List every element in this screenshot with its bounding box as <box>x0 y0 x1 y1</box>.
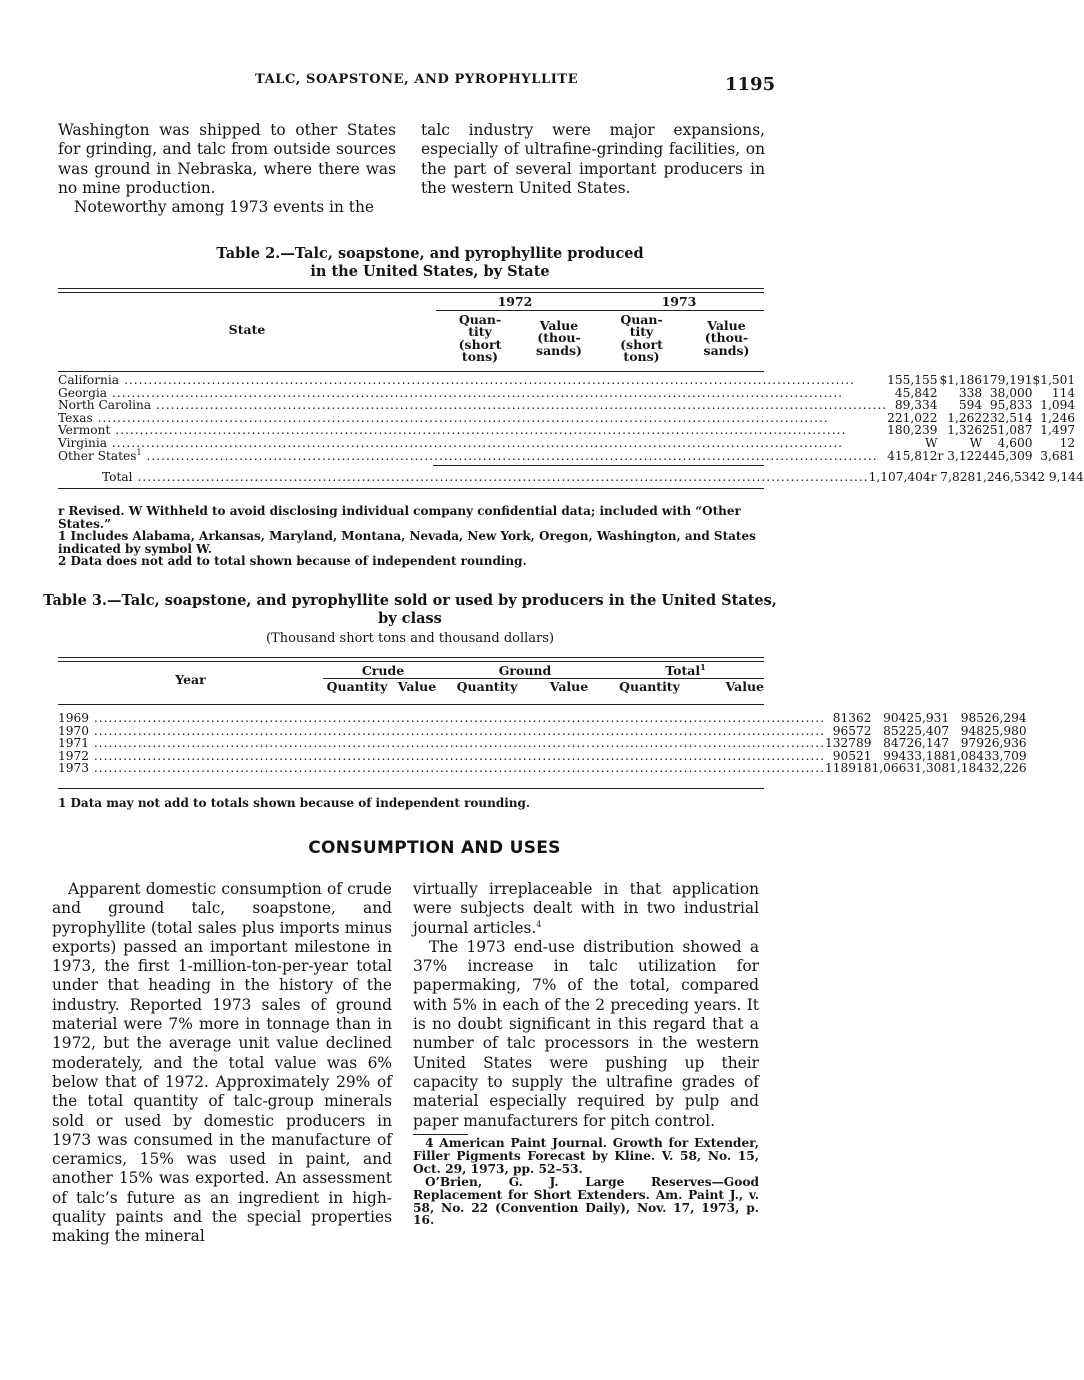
table2-cell: 1,094 <box>1040 398 1076 413</box>
table2-total <box>58 471 1084 484</box>
table2-top-rule <box>58 288 764 293</box>
table3-cell: 132 <box>825 736 849 751</box>
table3-cell: 904 <box>883 711 907 725</box>
table-row <box>58 450 1075 463</box>
table3-cell: 33,709 <box>983 748 1027 763</box>
intro-right-paragraph-1: talc industry were major expansions, especially of ultrafine-grinding facilities, on the part of several important producers in the western United States. <box>421 121 765 197</box>
table3-cell: 847 <box>883 736 907 751</box>
table3-cell: 81 <box>832 711 849 725</box>
table2-header <box>58 294 764 367</box>
table3-cell: 1,184 <box>949 761 984 776</box>
table2-cell: 12 <box>1059 435 1076 450</box>
table2-footnote-1: 1 Includes Alabama, Arkansas, Maryland, Montana, Nevada, New York, Oregon, Washington, and States indicated by symbol W. <box>58 529 756 556</box>
table2-state-label: North Carolina <box>58 398 152 413</box>
table2-header-quantity-1972: Quan-tity (short tons) <box>458 311 502 365</box>
table2-cell: 1,246 <box>1040 410 1076 425</box>
table3-cell: 31,308 <box>906 761 950 776</box>
table2-caption <box>120 245 740 281</box>
table2-cell: 221,022 <box>887 410 938 425</box>
table2-header-quantity-1973: Quan-tity (short tons) <box>620 311 663 365</box>
footnote-marker: 4 <box>536 919 542 929</box>
table2-cell: 338 <box>958 385 983 400</box>
table-row <box>58 712 1027 725</box>
table3-header-total: Total <box>665 663 701 678</box>
table3-cell: 33,188 <box>906 748 950 763</box>
table3-header-ground-quantity: Quantity <box>456 679 518 695</box>
table3-body <box>58 712 1027 775</box>
table2-state-label: Georgia <box>58 385 108 400</box>
consumption-left-paragraph-1: Apparent domestic consumption of crude and ground talc, soapstone, and pyrophyllite (total sales plus imports minus exports) passed an important milestone in 1973, the first 1-million-ton-per-year total under that heading in the history of the industry. Reported 1973 sales of ground material were 7% more in tonnage than in 1972, but the average unit value declined moderately, and the total value was 6% below that of 1972. Approximately 29% of the total quantity of talc-group minerals sold or used by domestic producers in 1973 was consumed in the manufacture of ceramics, 15% was used in paint, and another 15% was exported. An assessment of talc’s future as an ingredient in high-quality paints and the special properties making the mineral <box>52 880 392 1246</box>
table-row <box>58 374 1075 387</box>
table2-cell: 1,262 <box>947 410 983 425</box>
footnote-4a: 4 American Paint Journal. Growth for Extender, Filler Pigments Forecast by Kline. V. 58, No. 15, Oct. 29, 1973, pp. 52–53. <box>413 1136 759 1176</box>
table3-cell: 118 <box>825 761 849 776</box>
table2-cell: 251,087 <box>982 423 1033 438</box>
table3-header <box>58 661 764 696</box>
table2-cell: r 7,828 <box>930 470 976 484</box>
intro-left-column <box>58 121 396 217</box>
intro-right-column <box>421 121 765 198</box>
table2-footnote-2: 2 Data does not add to total shown because of independent rounding. <box>58 554 527 568</box>
table2-cell: $1,501 <box>1032 373 1076 387</box>
table2-cell: 1,246,534 <box>975 470 1038 484</box>
table3-cell: 90 <box>832 748 849 763</box>
table3-year-label: 1971 <box>58 736 90 751</box>
table2-cell: 232,514 <box>982 410 1033 425</box>
consumption-right-paragraph-1: virtually irreplaceable in that application were subjects dealt with in two industrial journal articles. <box>413 880 759 937</box>
table2-bottom-rule <box>58 488 764 489</box>
table2-cell: r 3,122 <box>937 448 983 463</box>
table3-subtitle: (Thousand short tons and thousand dollars) <box>265 631 555 646</box>
table3-cell: 985 <box>960 711 984 725</box>
table3-header-crude: Crude <box>323 665 443 678</box>
table2-header-value-1973: Value (thou-sands) <box>703 317 750 359</box>
table2-cell: 1,326 <box>947 423 983 438</box>
table2-cell: 445,309 <box>982 448 1033 463</box>
table2-cell: 45,842 <box>894 385 938 400</box>
table2-cell: $1,186 <box>939 373 983 387</box>
intro-left-paragraph-1: Washington was shipped to other States for grinding, and talc from outside sources was ground in Nebraska, where there was no mine production. <box>58 121 396 197</box>
consumption-right-column <box>413 880 759 1131</box>
table2-header-value-1972: Value (thou-sands) <box>536 317 582 359</box>
table2-header-rule <box>58 371 764 372</box>
table3-header-year: Year <box>175 672 206 688</box>
table-row <box>58 737 1027 750</box>
table3-caption-line1: Table 3.—Talc, soapstone, and pyrophyllite sold or used by producers in the United States, <box>43 592 777 609</box>
page-number: 1195 <box>725 74 776 95</box>
table3-header-crude-value: Value <box>397 679 437 695</box>
table2-cell: 180,239 <box>887 423 938 438</box>
table2-cell: 3,681 <box>1040 448 1076 463</box>
table2-cell: W <box>969 435 983 450</box>
table3-bottom-rule <box>58 788 764 789</box>
table3-cell: 521 <box>848 748 872 763</box>
table3-header-ground-value: Value <box>549 679 589 695</box>
table3-year-label: 1973 <box>58 761 90 776</box>
table3-header-total-value: Value <box>725 679 764 695</box>
table2-state-label: California <box>58 373 120 387</box>
table3-header-crude-quantity: Quantity <box>326 679 388 695</box>
table2-cell: 594 <box>958 398 983 413</box>
table3-caption-line2: by class <box>378 610 442 627</box>
table2-cell: 38,000 <box>989 385 1033 400</box>
table2-cell: 4,600 <box>997 435 1033 450</box>
table3-cell: 25,407 <box>906 723 950 738</box>
table3-cell: 918 <box>848 761 872 776</box>
table3-year-label: 1972 <box>58 748 90 763</box>
intro-left-paragraph-2: Noteworthy among 1973 events in the <box>74 198 374 217</box>
table2-state-label: Virginia <box>58 435 108 450</box>
table3-header-total-quantity: Quantity <box>619 679 680 695</box>
table2-cell: 415,812 <box>887 448 938 463</box>
table2-cell: 2 9,144 <box>1037 470 1084 484</box>
table2-cell: 95,833 <box>989 398 1033 413</box>
table2-body <box>58 374 1075 462</box>
table3-cell: 979 <box>960 736 984 751</box>
table-row <box>58 762 1027 775</box>
table3-cell: 1,084 <box>949 748 984 763</box>
running-header-title: TALC, SOAPSTONE, AND PYROPHYLLITE <box>255 72 579 87</box>
table2-header-year2: 1973 <box>594 294 764 311</box>
consumption-left-column <box>52 880 392 1247</box>
table3-cell: 96 <box>832 723 849 738</box>
table2-total-label: Total <box>102 470 133 484</box>
table2-footnote-r: r Revised. W Withheld to avoid disclosing individual company confidential data; included with “Other States.” <box>58 504 741 531</box>
consumption-right-paragraph-2: The 1973 end-use distribution showed a 37% increase in talc utilization for papermaking, 7% of the total, compared with 5% in each of the 2 preceding years. It is no doubt significant in this regard that a number of talc processors in the western United States were pushing up their capacity to supply the ultrafine grades of material especially required by pulp and paper manufacturers for pitch control. <box>413 937 759 1130</box>
table2-header-year1: 1972 <box>436 294 594 311</box>
table3-year-label: 1970 <box>58 723 90 738</box>
table3-cell: 26,936 <box>983 736 1027 751</box>
footnote-marker: 1 <box>136 447 142 457</box>
table2-state-label: Texas <box>58 410 93 425</box>
table2-cell: 155,155 <box>887 373 938 387</box>
table3-cell: 994 <box>883 748 907 763</box>
table2-caption-line1: Table 2.—Talc, soapstone, and pyrophyllite produced <box>216 245 644 262</box>
table3-cell: 1,066 <box>871 761 907 776</box>
table2-total-rule <box>433 465 764 466</box>
table3-cell: 362 <box>848 711 872 725</box>
table2-cell: 89,334 <box>894 398 938 413</box>
table3-top-rule <box>58 657 764 662</box>
table-row <box>58 437 1075 450</box>
footnote-4b: O’Brien, G. J. Large Reserves—Good Replacement for Short Extenders. Am. Paint J., v. 58, No. 22 (Convention Daily), Nov. 17, 1973, p. 16. <box>413 1175 759 1228</box>
footnote-marker: 1 <box>700 661 706 672</box>
table2-cell: W <box>924 435 938 450</box>
table3-year-label: 1969 <box>58 711 90 725</box>
section-heading: CONSUMPTION AND USES <box>308 838 561 858</box>
table3-cell: 852 <box>883 723 907 738</box>
table-row <box>58 399 1075 412</box>
table2-cell: 1,107,404 <box>868 470 931 484</box>
footnote-separator <box>413 1134 468 1135</box>
table2-cell: 114 <box>1051 385 1076 400</box>
table3-cell: 789 <box>848 736 872 751</box>
table2-cell: 179,191 <box>982 373 1033 387</box>
table3-cell: 26,147 <box>906 736 950 751</box>
table3-cell: 26,294 <box>983 711 1027 725</box>
table2-state-label: Other States <box>58 448 137 463</box>
table2-header-state: State <box>228 321 266 337</box>
table3-caption <box>30 592 790 628</box>
table2-cell: 1,497 <box>1040 423 1076 438</box>
table3-cell: 25,980 <box>983 723 1027 738</box>
table3-cell: 25,931 <box>906 711 950 725</box>
table3-cell: 572 <box>848 723 872 738</box>
table3-cell: 948 <box>960 723 984 738</box>
table2-state-label: Vermont <box>58 423 111 438</box>
table2-caption-line2: in the United States, by State <box>310 263 550 280</box>
table3-header-rule <box>58 704 764 705</box>
table3-footnote-1: 1 Data may not add to totals shown because of independent rounding. <box>58 796 531 810</box>
table-row <box>58 471 1084 484</box>
table3-header-ground: Ground <box>443 665 607 678</box>
table3-cell: 32,226 <box>983 761 1027 776</box>
